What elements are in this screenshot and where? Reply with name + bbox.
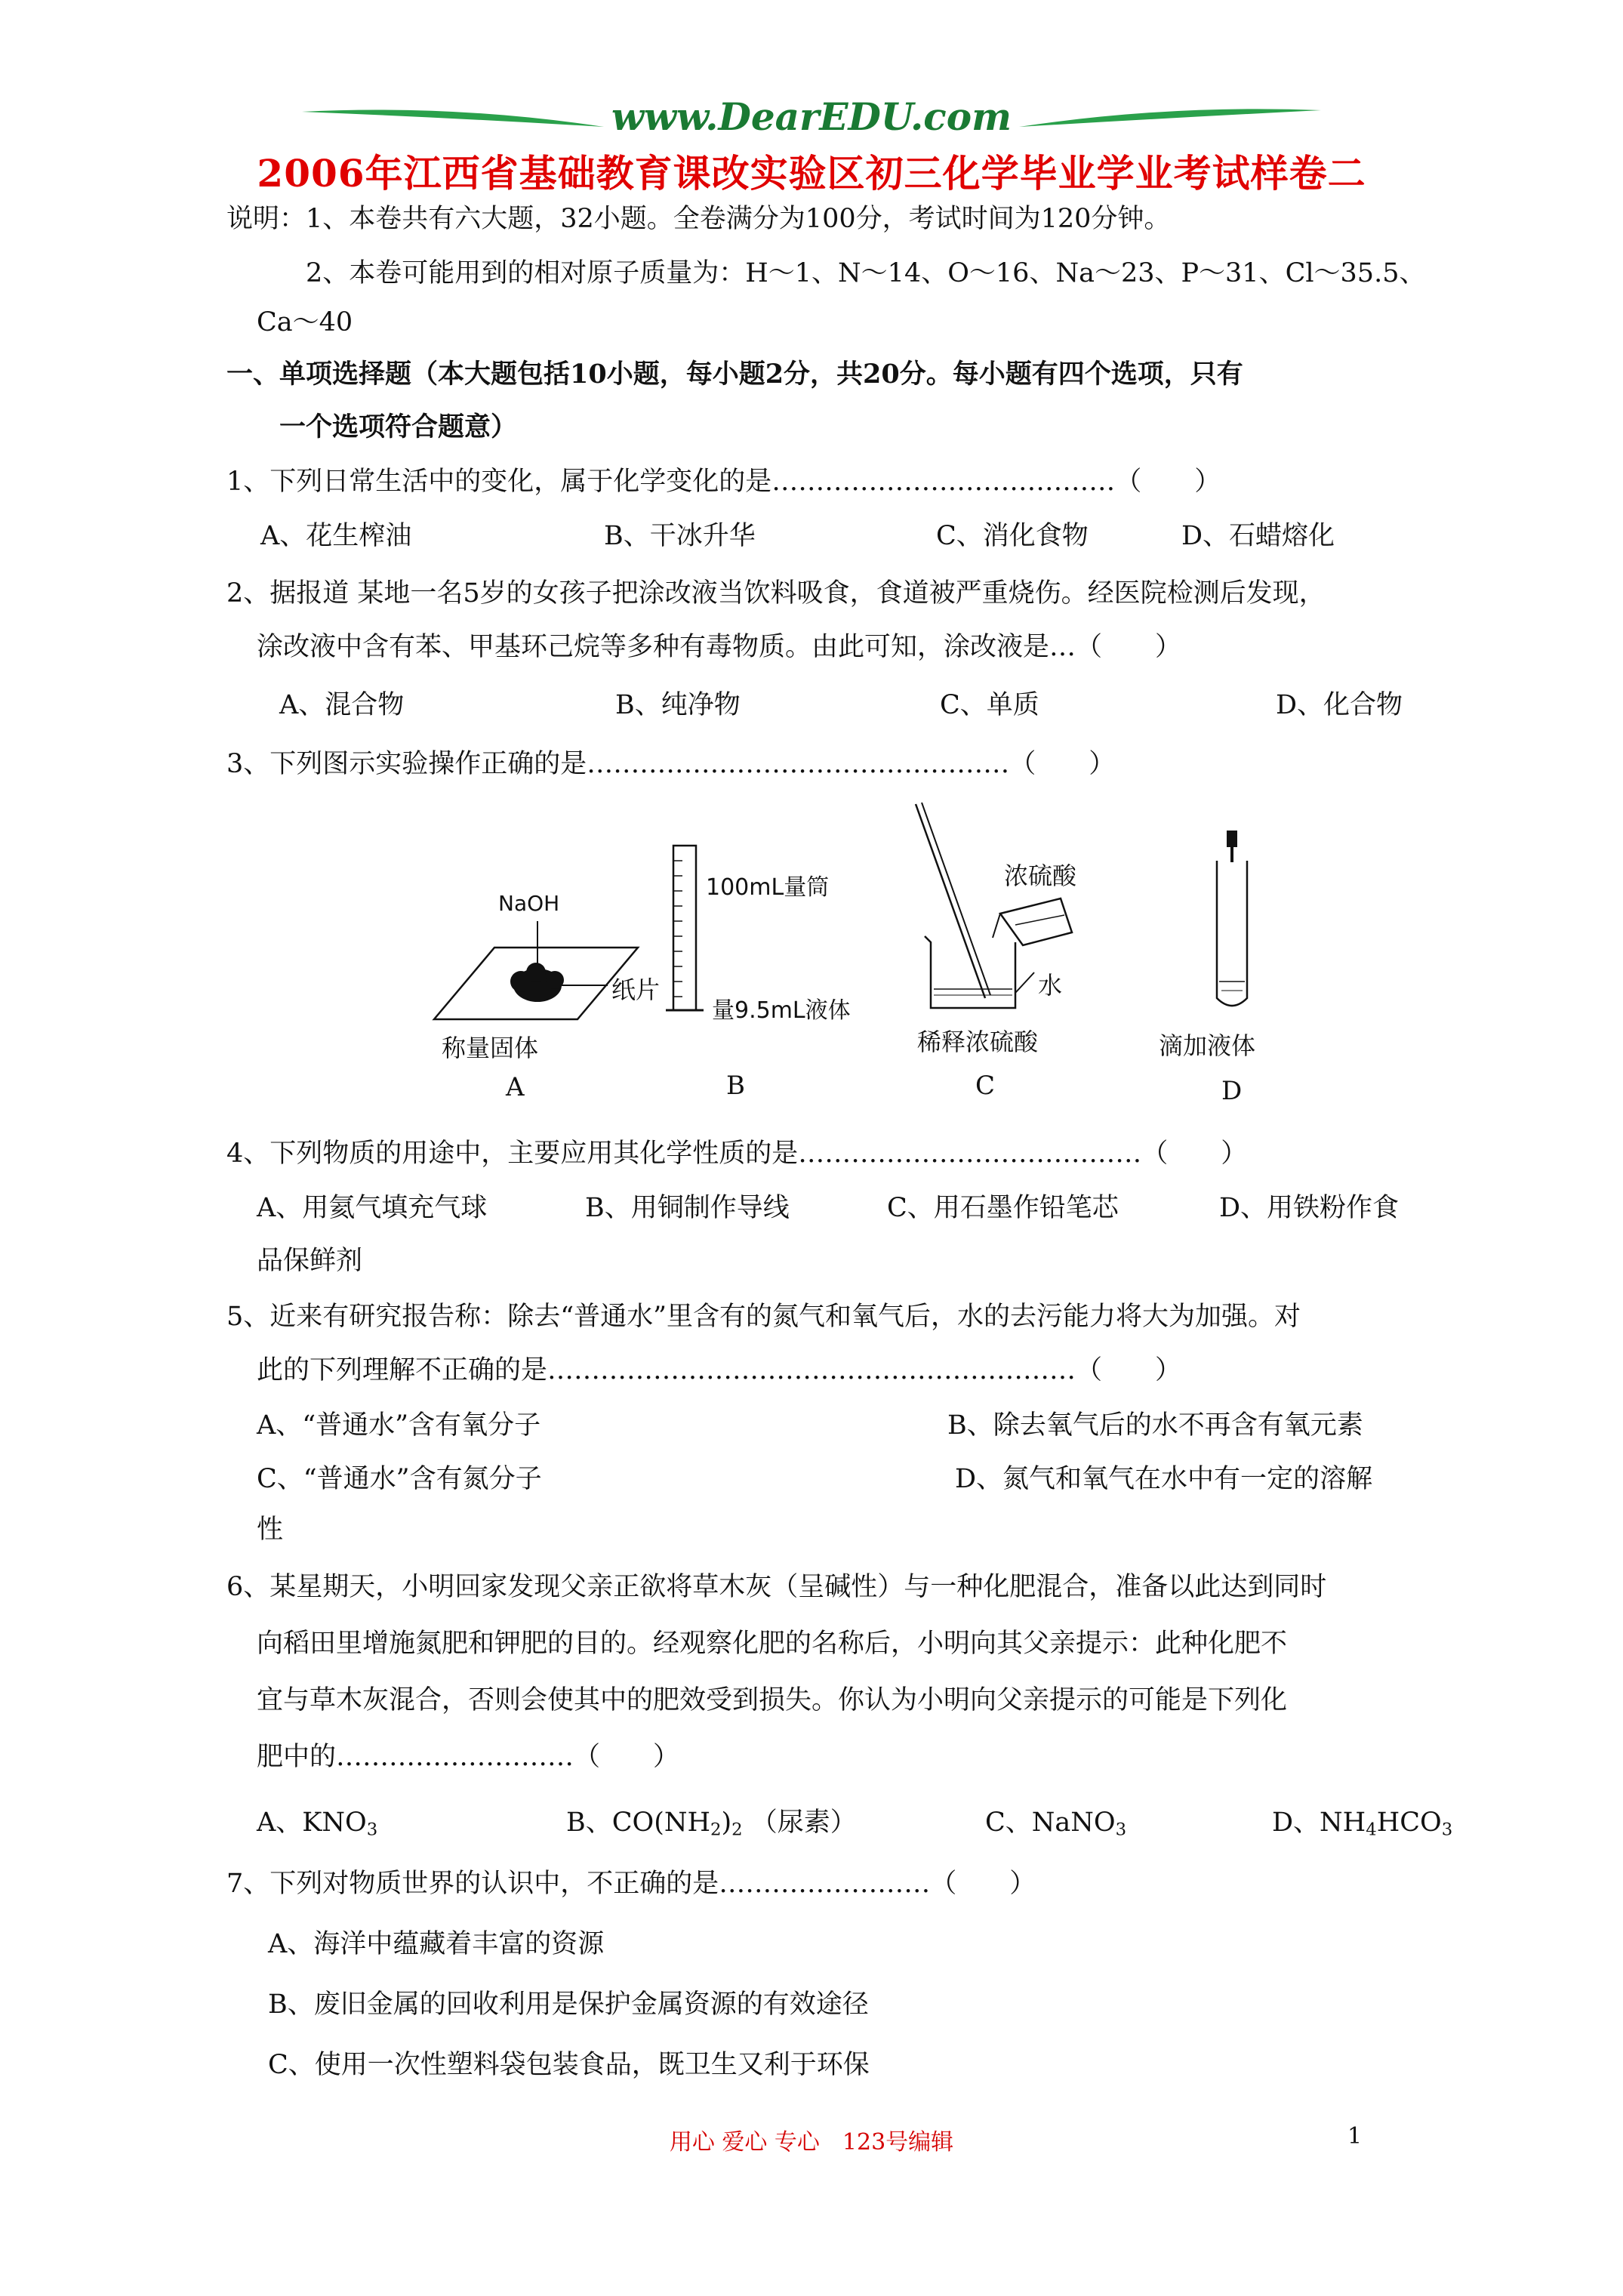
q2-option-c: C、单质 xyxy=(940,690,1039,720)
page-title: 2006年江西省基础教育课改实验区初三化学毕业学业考试样卷二 xyxy=(257,151,1366,196)
q4-option-a: A、用氦气填充气球 xyxy=(257,1193,488,1223)
q1-option-a: A、花生榨油 xyxy=(260,521,412,551)
q1-option-d: D、石蜡熔化 xyxy=(1181,521,1335,551)
site-logo: www.DearEDU.com xyxy=(611,94,1012,139)
q6-option-a: A、$KNO_3$ xyxy=(257,1808,378,1840)
q3-figure xyxy=(423,800,1298,1117)
q6-stem-1: 6、某星期天，小明回家发现父亲正欲将草木灰（呈碱性）与一种化肥混合，准备以此达到同时 xyxy=(226,1572,1327,1602)
section-1-heading: 一、单项选择题（本大题包括10小题，每小题2分，共20分。每小题有四个选项，只有 xyxy=(226,359,1243,390)
q5-option-d-cont: 性 xyxy=(257,1515,284,1545)
q7-option-b: B、废旧金属的回收利用是保护金属资源的有效途径 xyxy=(268,1989,869,2020)
caption-a: 称量固体 xyxy=(442,1034,539,1062)
q7-option-a: A、海洋中蕴藏着丰富的资源 xyxy=(268,1929,605,1959)
page-number: 1 xyxy=(1347,2123,1363,2150)
q1-option-c: C、消化食物 xyxy=(936,521,1089,551)
q4-option-d: D、用铁粉作食 xyxy=(1219,1193,1400,1223)
acid-label: 浓硫酸 xyxy=(1004,861,1077,890)
letter-d: D xyxy=(1221,1076,1243,1106)
dropper-test-tube-illustration xyxy=(1185,800,1276,1027)
q6-stem-4: 肥中的………………………（ ） xyxy=(257,1742,680,1772)
q5-option-c: C、“普通水”含有氮分子 xyxy=(257,1464,542,1494)
q1-option-b: B、干冰升华 xyxy=(604,521,756,551)
q1-stem: 1、下列日常生活中的变化，属于化学变化的是…………………………………（ ） xyxy=(226,467,1221,497)
graduated-cylinder-icon xyxy=(664,800,710,1042)
q2-option-d: D、化合物 xyxy=(1276,690,1403,720)
paper-label: 纸片 xyxy=(611,975,661,1004)
q5-option-a: A、“普通水”含有氧分子 xyxy=(257,1410,541,1441)
q6-option-d: D、$NH_4HCO_3$ xyxy=(1272,1808,1453,1840)
letter-c: C xyxy=(975,1071,996,1101)
paper-on-balance-illustration xyxy=(423,800,664,1049)
note-3: Ca～40 xyxy=(257,307,353,337)
caption-d: 滴加液体 xyxy=(1159,1031,1256,1060)
q2-stem-1: 2、据报道 某地一名5岁的女孩子把涂改液当饮料吸食，食道被严重烧伤。经医院检测后发现， xyxy=(226,578,1326,609)
q2-stem-2: 涂改液中含有苯、甲基环己烷等多种有毒物质。由此可知，涂改液是…（ ） xyxy=(257,632,1182,662)
cylinder-bottom-label: 量9.5mL液体 xyxy=(712,997,851,1024)
q4-stem: 4、下列物质的用途中，主要应用其化学性质的是…………………………………（ ） xyxy=(226,1139,1248,1169)
q5-stem-1: 5、近来有研究报告称：除去“普通水”里含有的氮气和氧气后，水的去污能力将大为加强。对 xyxy=(226,1302,1301,1332)
cylinder-top-label: 100mL量筒 xyxy=(706,874,830,901)
footer-text: 用心 爱心 专心 123号编辑 xyxy=(669,2129,954,2156)
q6-option-b: B、$CO(NH_2)_2$ （尿素） xyxy=(566,1808,857,1840)
q2-option-a: A、混合物 xyxy=(279,690,405,720)
letter-a: A xyxy=(506,1072,525,1102)
q3-stem: 3、下列图示实验操作正确的是…………………………………………（ ） xyxy=(226,749,1116,779)
water-label: 水 xyxy=(1038,971,1063,1000)
letter-b: B xyxy=(726,1071,745,1101)
q4-option-b: B、用铜制作导线 xyxy=(585,1193,790,1223)
caption-c: 稀释浓硫酸 xyxy=(917,1028,1039,1056)
q4-option-d-cont: 品保鲜剂 xyxy=(257,1246,363,1276)
q5-option-b: B、除去氧气后的水不再含有氧元素 xyxy=(947,1410,1363,1441)
naoh-label: NaOH xyxy=(498,891,560,916)
q5-stem-2: 此的下列理解不正确的是……………………………………………………（ ） xyxy=(257,1355,1182,1385)
note-1: 说明：1、本卷共有六大题，32小题。全卷满分为100分，考试时间为120分钟。 xyxy=(226,204,1171,234)
beaker-dilution-illustration xyxy=(910,800,1106,1027)
section-1-heading-cont: 一个选项符合题意） xyxy=(279,411,518,442)
q7-option-c: C、使用一次性塑料袋包装食品，既卫生又利于环保 xyxy=(268,2050,870,2080)
note-2: 2、本卷可能用到的相对原子质量为：H～1、N～14、O～16、Na～23、P～31、Cl～35.5、 xyxy=(306,258,1426,288)
q6-stem-3: 宜与草木灰混合，否则会使其中的肥效受到损失。你认为小明向父亲提示的可能是下列化 xyxy=(257,1685,1288,1715)
q6-stem-2: 向稻田里增施氮肥和钾肥的目的。经观察化肥的名称后，小明向其父亲提示：此种化肥不 xyxy=(257,1629,1288,1659)
q6-option-c: C、NaNO$_3$ xyxy=(985,1808,1127,1840)
q5-option-d: D、氮气和氧气在水中有一定的溶解 xyxy=(955,1464,1373,1494)
q2-option-b: B、纯净物 xyxy=(615,690,741,720)
q7-stem: 7、下列对物质世界的认识中，不正确的是……………………（ ） xyxy=(226,1869,1036,1899)
q4-option-c: C、用石墨作铅笔芯 xyxy=(887,1193,1119,1223)
